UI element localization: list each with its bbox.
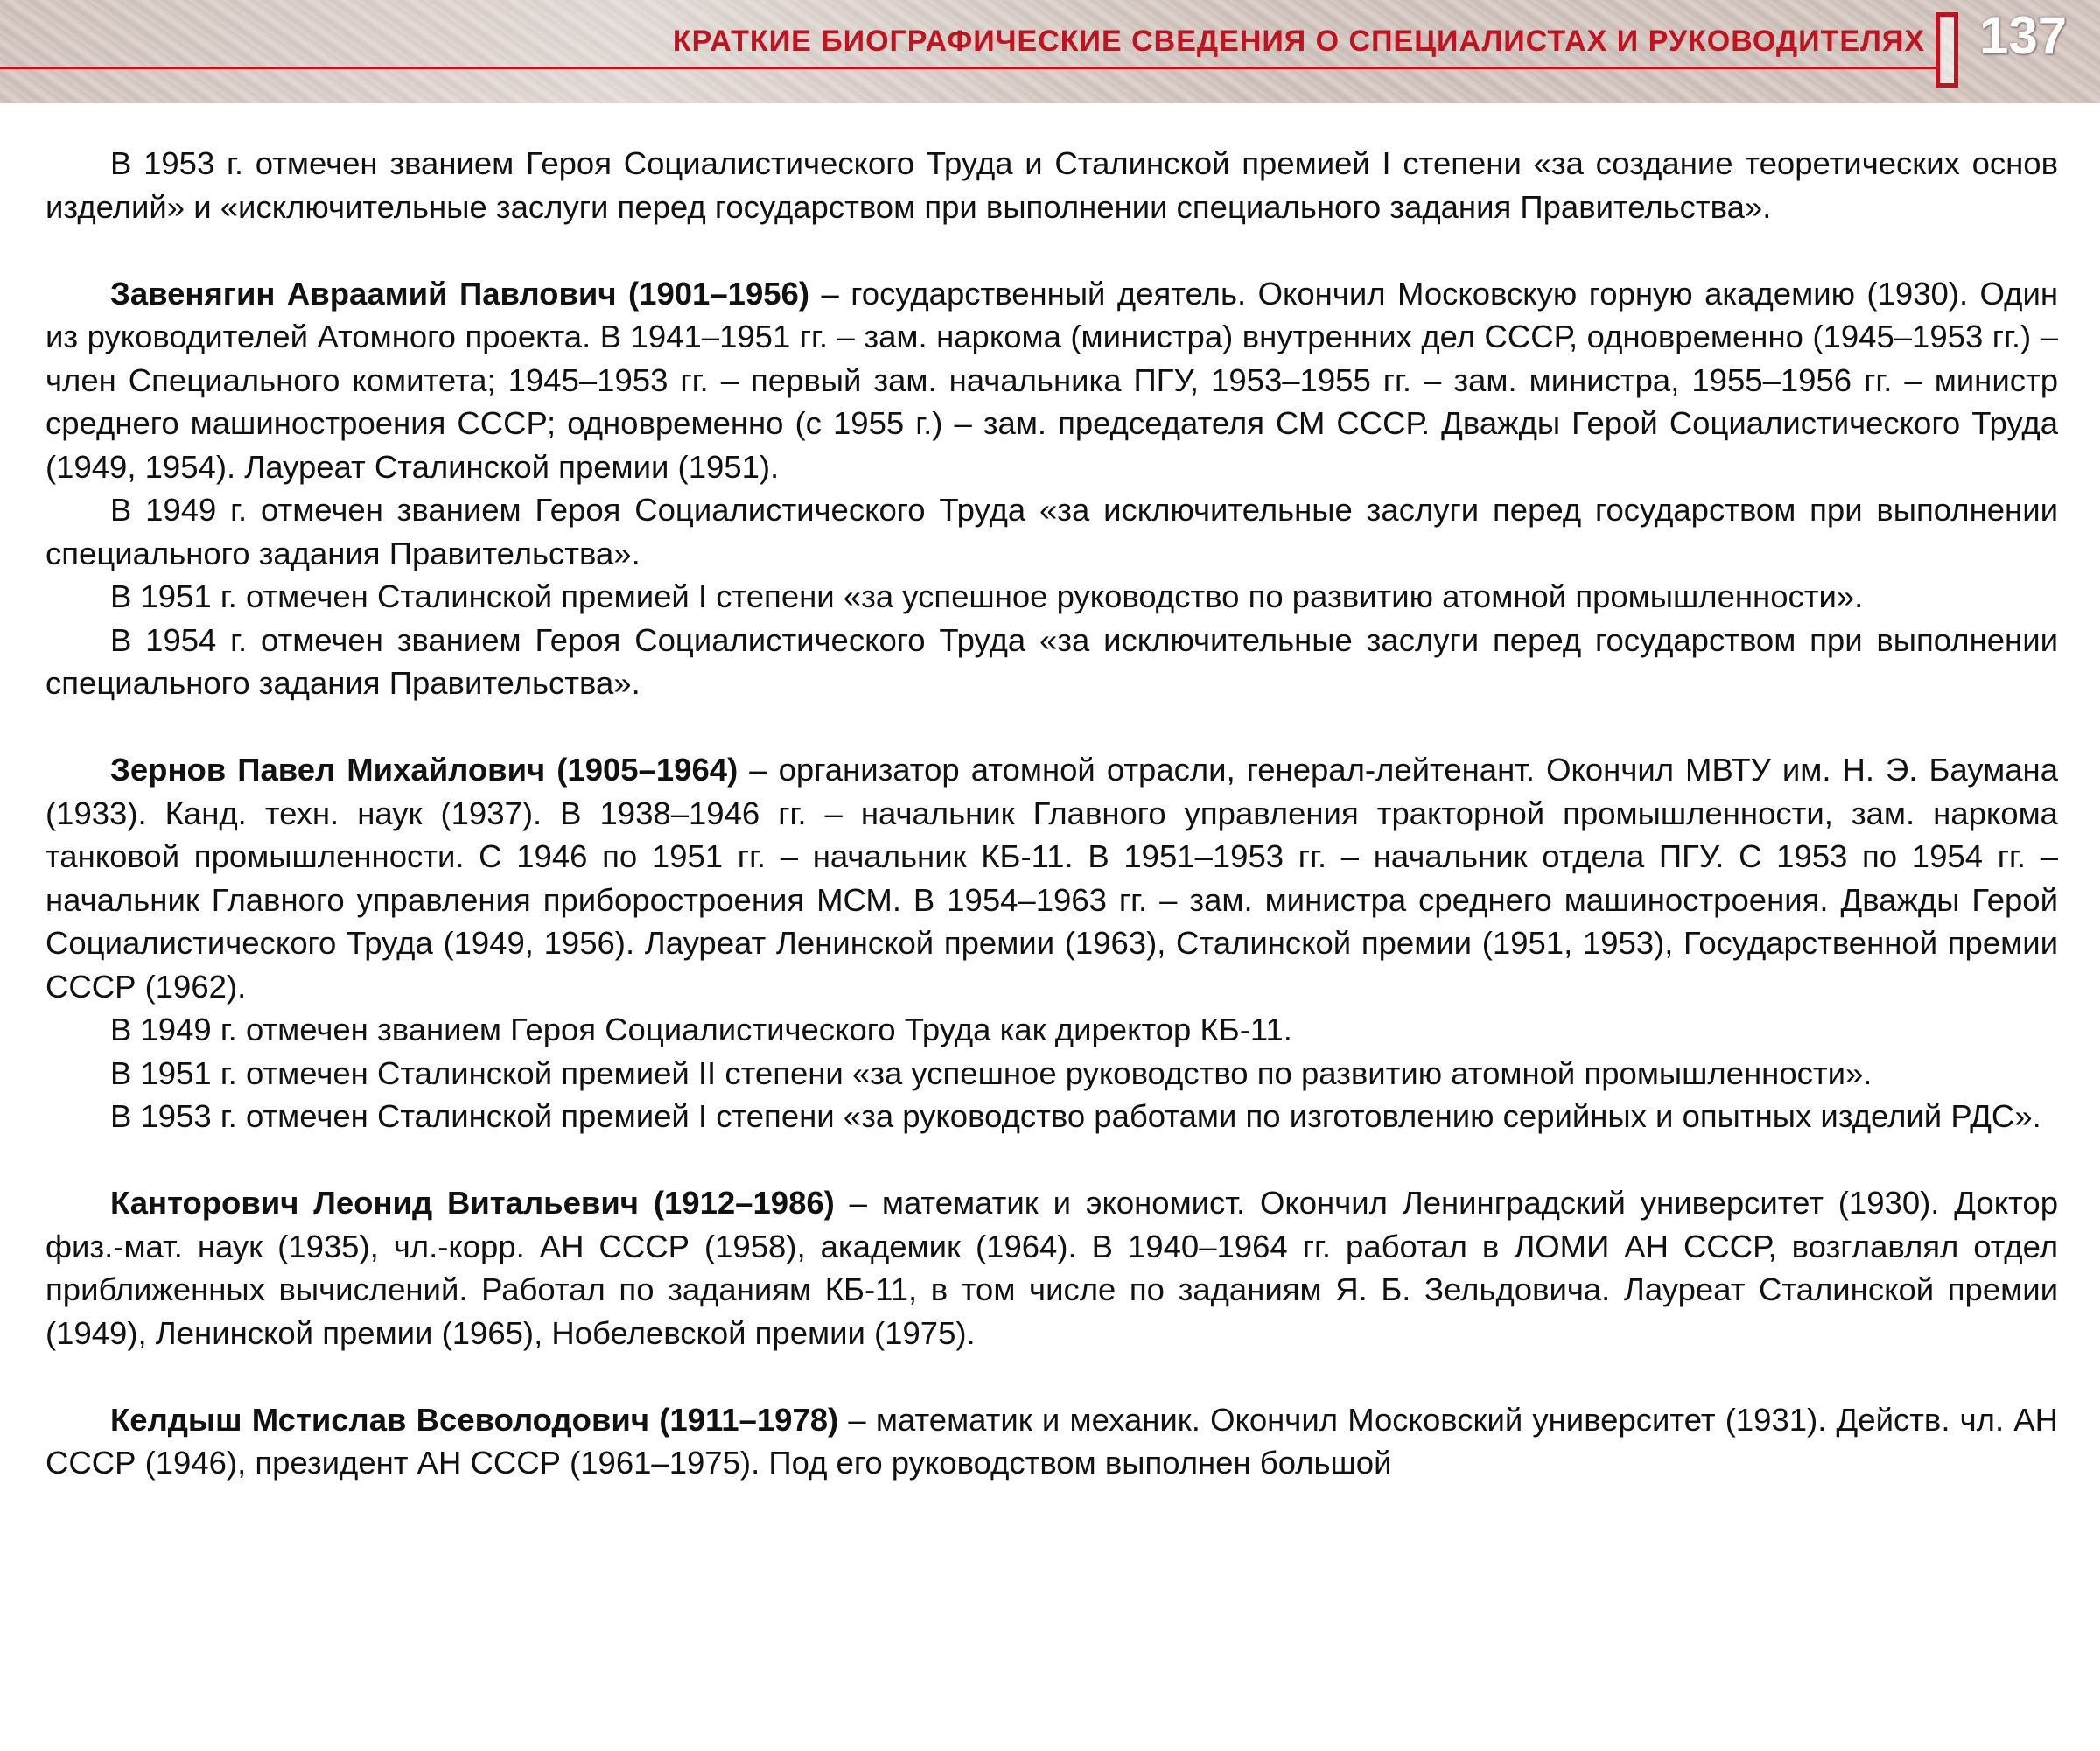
- biography-text: – организатор атомной отрасли, генерал-лейтенант. Окончил МВТУ им. Н. Э. Баумана (1933). Канд. техн. наук (1937). В 1938–1946 гг. – начальник Главного управления тракторной промышленности, зам. наркома танковой промышленности. С 1946 по 1951 гг. – начальник КБ-11. В 1951–1953 гг. – начальник отдела ПГУ. С 1953 по 1954 гг. – начальник Главного управления приборостроения МСМ. В 1954–1963 гг. – зам. министра среднего машиностроения. Дважды Герой Социалистического Труда (1949, 1956). Лауреат Ленинской премии (1963), Сталинской премии (1951, 1953), Государственной премии СССР (1962).: [46, 752, 2058, 1005]
- page-number: 137: [1979, 6, 2068, 65]
- page-header: [0, 0, 2100, 103]
- paragraph: В 1953 г. отмечен Сталинской премией I степени «за руководство работами по изготовлению серийных и опытных изделий РДС».: [110, 1098, 2041, 1134]
- person-name: Зернов Павел Михайлович (1905–1964): [110, 752, 738, 788]
- biography-text: – математик и механик. Окончил Московский университет (1931). Действ. чл. АН СССР (1946), президент АН СССР (1961–1975). Под его руководством выполнен большой: [46, 1401, 2058, 1481]
- person-name: Келдыш Мстислав Всеволодович (1911–1978): [110, 1401, 839, 1438]
- person-name: Канторович Леонид Витальевич (1912–1986): [110, 1185, 835, 1221]
- person-name: Завенягин Авраамий Павлович (1901–1956): [110, 275, 810, 312]
- running-title: КРАТКИЕ БИОГРАФИЧЕСКИЕ СВЕДЕНИЯ О СПЕЦИАЛИСТАХ И РУКОВОДИТЕЛЯХ: [672, 25, 1925, 58]
- biography-entry-zernov: [46, 748, 2058, 1008]
- biography-text: – математик и экономист. Окончил Ленинградский университет (1930). Доктор физ.-мат. наук (1935), чл.-корр. АН СССР (1958), академик (1964). В 1940–1964 гг. работал в ЛОМИ АН СССР, возглавлял отдел приближенных вычислений. Работал по заданиям КБ-11, в том числе по заданиям Я. Б. Зельдовича. Лауреат Сталинской премии (1949), Ленинской премии (1965), Нобелевской премии (1975).: [46, 1185, 2058, 1351]
- paragraph: В 1951 г. отмечен Сталинской премией I степени «за успешное руководство по развитию атомной промышленности».: [110, 578, 1864, 614]
- paragraph: В 1954 г. отмечен званием Героя Социалистического Труда «за исключительные заслуги перед государством при выполнении специального задания Правительства».: [46, 621, 2058, 701]
- paragraph: В 1949 г. отмечен званием Героя Социалистического Труда как директор КБ-11.: [110, 1012, 1292, 1047]
- paragraph: В 1953 г. отмечен званием Героя Социалистического Труда и Сталинской премией I степени «за создание теоретических основ изделий» и «исключительные заслуги перед государством при выполнении специального задания Правительства».: [46, 145, 2058, 225]
- paragraph: В 1949 г. отмечен званием Героя Социалистического Труда «за исключительные заслуги перед государством при выполнении специального задания Правительства».: [46, 492, 2058, 571]
- biography-entry-kantorovich: [46, 1181, 2058, 1355]
- biography-text: – государственный деятель. Окончил Московскую горную академию (1930). Один из руководителей Атомного проекта. В 1941–1951 гг. – зам. наркома (министра) внутренних дел СССР, одновременно (1945–1953 гг.) – член Специального комитета; 1945–1953 гг. – первый зам. начальника ПГУ, 1953–1955 гг. – зам. министра, 1955–1956 гг. – министр среднего машиностроения СССР; одновременно (с 1955 г.) – зам. председателя СМ СССР. Дважды Герой Социалистического Труда (1949, 1954). Лауреат Сталинской премии (1951).: [46, 275, 2058, 485]
- page-body: [46, 142, 2058, 1485]
- paragraph: В 1951 г. отмечен Сталинской премией II степени «за успешное руководство по развитию атомной промышленности».: [110, 1054, 1872, 1091]
- biography-entry-keldysh: [46, 1398, 2058, 1485]
- biography-entry-zavenyagin: [46, 272, 2058, 489]
- header-rule: [0, 67, 1936, 69]
- header-marker: [1936, 12, 1958, 88]
